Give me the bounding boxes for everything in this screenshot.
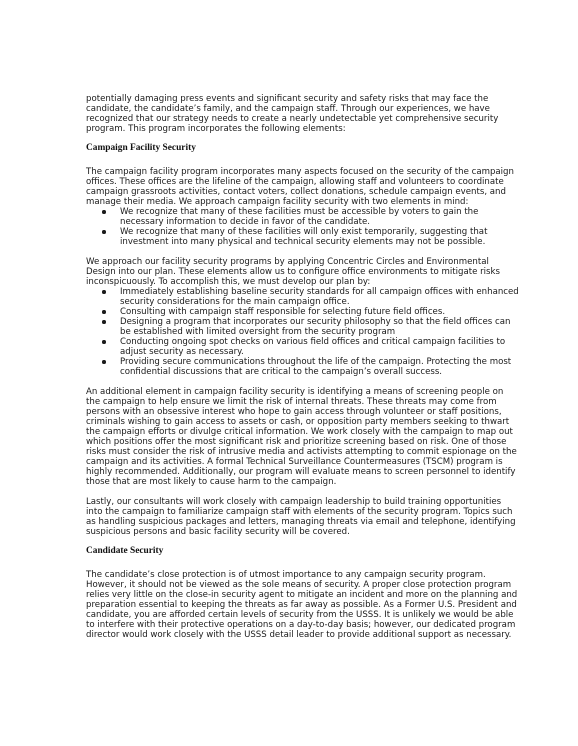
facility-paragraph-3: An additional element in campaign facility security is identifying a means of screening people on the campaign to help ensure we limit the risk of internal threats. These threats may come from persons with an obsessive interest who hope to gain access through volunteer or staff positions, criminals wishing to gain access to assets or cash, or opposition party members seeking to thwart the campaign efforts or divulge critical information. We work closely with the campaign to map out which positions offer the most significant risk and prioritize screening based on risk. One of those risks must consider the risk of intrusive media and activists attempting to commit espionage on the campaign and its activities. A formal Technical Surveillance Countermeasures (TSCM) program is highly recommended. Additionally, our program will evaluate means to screen personnel to identify those that are most likely to cause harm to the campaign. xyxy=(86,387,517,487)
list-item: Conducting ongoing spot checks on various field offices and critical campaign facilities to adjust security as necessary. xyxy=(86,337,520,357)
section-heading-campaign-facility-security: Campaign Facility Security xyxy=(86,143,196,153)
section-heading-candidate-security: Candidate Security xyxy=(86,546,164,556)
bullet-icon xyxy=(102,210,106,214)
list-item: Consulting with campaign staff responsible for selecting future field offices. xyxy=(86,307,520,317)
list-item: Providing secure communications throughout the life of the campaign. Protecting the most confidential discussions that are critical to the campaign’s overall success. xyxy=(86,357,520,377)
intro-paragraph: potentially damaging press events and significant security and safety risks that may face the candidate, the candidate’s family, and the campaign staff. Through our experiences, we have recognized that our strategy needs to create a nearly undetectable yet comprehensive security program. This program incorporates the following elements: xyxy=(86,94,499,134)
bullet-icon xyxy=(102,310,106,314)
bullet-icon xyxy=(102,360,106,364)
bullet-icon xyxy=(102,320,106,324)
list-item: Designing a program that incorporates our security philosophy so that the field offices can be established with limited oversight from the security program xyxy=(86,317,520,337)
bullet-icon xyxy=(102,290,106,294)
list-item: We recognize that many of these facilities will only exist temporarily, suggesting that investment into many physical and technical security elements may not be possible. xyxy=(86,227,520,247)
facility-list-1 xyxy=(86,207,520,247)
facility-paragraph-2: We approach our facility security programs by applying Concentric Circles and Environmental Design into our plan. These elements allow us to configure office environments to mitigate risks inconspicuously. To accomplish this, we must develop our plan by: xyxy=(86,257,500,287)
facility-paragraph-4: Lastly, our consultants will work closely with campaign leadership to build training opportunities into the campaign to familiarize campaign staff with elements of the security program. Topics such as handling suspicious packages and letters, managing threats via email and telephone, identifying suspicious persons and basic facility security will be covered. xyxy=(86,497,516,537)
facility-paragraph-1: The campaign facility program incorporates many aspects focused on the security of the campaign offices. These offices are the lifeline of the campaign, allowing staff and volunteers to coordinate campaign grassroots activities, contact voters, collect donations, schedule campaign events, and manage their media. We approach campaign facility security with two elements in mind: xyxy=(86,167,514,207)
list-item: Immediately establishing baseline security standards for all campaign offices with enhanced security considerations for the main campaign office. xyxy=(86,287,520,307)
bullet-icon xyxy=(102,340,106,344)
bullet-icon xyxy=(102,230,106,234)
facility-list-2 xyxy=(86,287,520,377)
list-item: We recognize that many of these facilities must be accessible by voters to gain the necessary information to decide in favor of the candidate. xyxy=(86,207,520,227)
candidate-paragraph-1: The candidate’s close protection is of utmost importance to any campaign security program. However, it should not be viewed as the sole means of security. A proper close protection program relies very little on the close-in security agent to mitigate an incident and more on the planning and preparation essential to keeping the threats as far away as possible. As a Former U.S. President and candidate, you are afforded certain levels of security from the USSS. It is unlikely we would be able to interfere with their protective operations on a day-to-day basis; however, our dedicated program director would work closely with the USSS detail leader to provide additional support as necessary. xyxy=(86,570,518,640)
document-page xyxy=(86,94,520,640)
